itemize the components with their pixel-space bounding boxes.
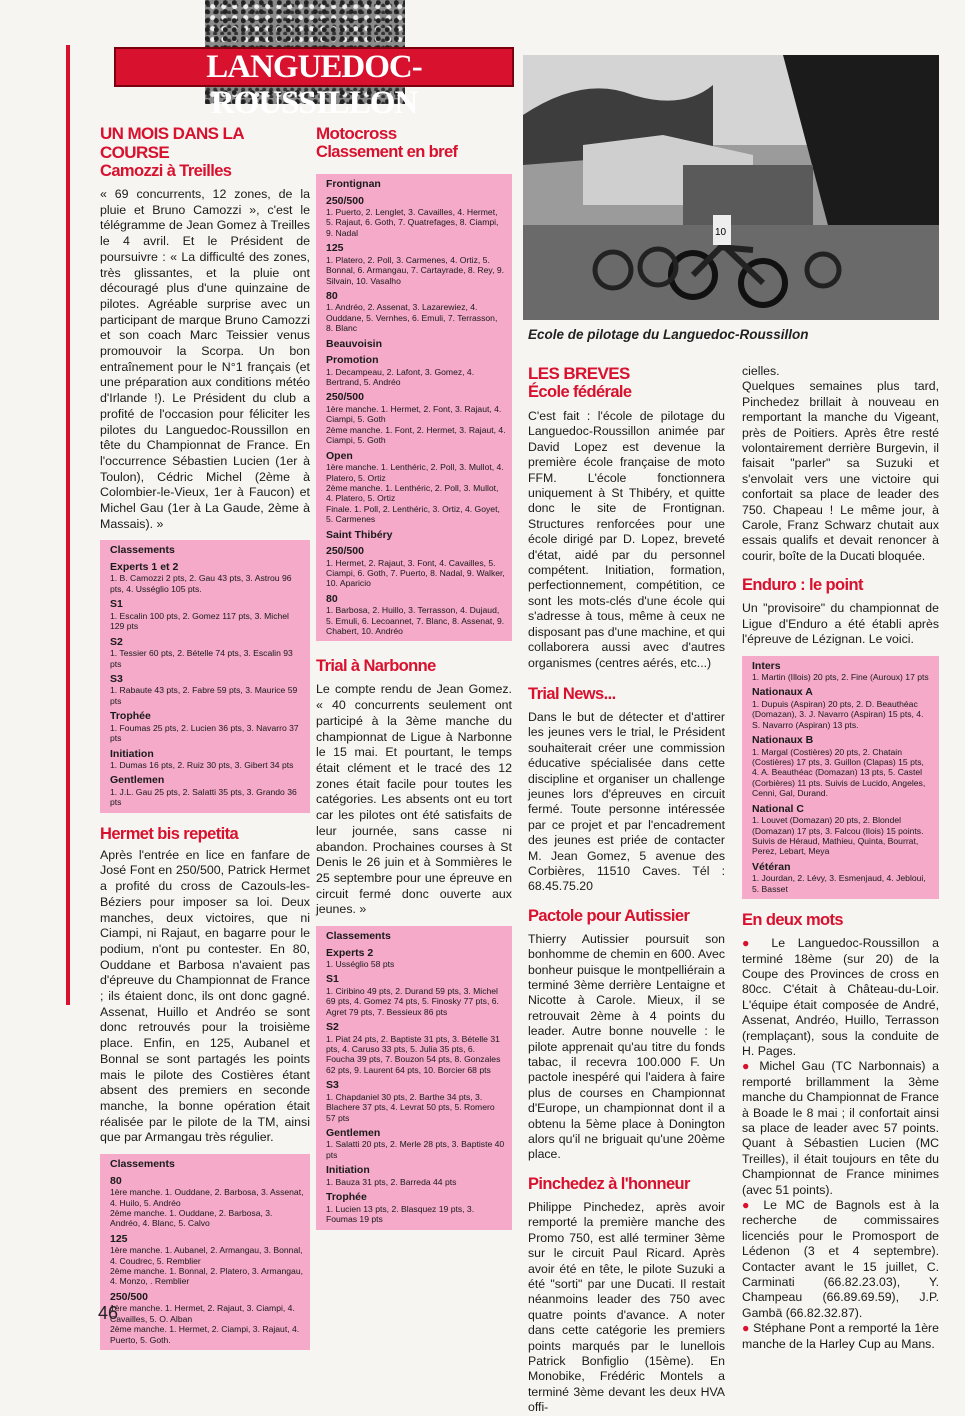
result-line: 1. Margal (Costières) 20 pts, 2. Chatain (Costières) 17 pts, 3. Guillon (Clapas) 15 pts, 4. A. Beauthéac (Domazan) 13 pts, 5. Castel (Corbières) 11 pts. Suivis de Lucido, Angeles, Cenni, Gal, Durand. [752, 746, 926, 799]
result-line: 1. J.L. Gau 25 pts, 2. Salatti 35 pts, 3. Grando 36 pts [110, 786, 297, 808]
result-line: 1. Platero, 2. Poll, 3. Carmenes, 4. Ortiz, 5. Bonnal, 6. Armangau, 7. Cartayrade, 8. Rey, 9. Silvain, 10. Vasalho [326, 254, 505, 286]
results-box [100, 1154, 310, 1350]
column-1 [100, 124, 310, 1350]
article-title: Hermet bis repetita [100, 824, 239, 843]
result-line: 1. Hermet, 2. Rajaut, 3. Font, 4. Cavailles, 5. Ciampi, 6. Goth, 7. Puerto, 8. Nadal, 9. Walker, 10. Aparicio [326, 557, 505, 589]
result-category: Nationaux A [752, 686, 813, 699]
result-line: 2ème manche. 1. Font, 2. Hermet, 3. Rajaut, 4. Ciampi, 5. Goth [326, 424, 506, 446]
article-body: C'est fait : l'école de pilotage du Languedoc-Roussillon animée par David Lopez est devenue la première école française de moto FFM. L'école fonctionnera uniquement à St Thibéry, et quitte donc le site de Frontignan. Structures renforcées pour une école dirigé par D. Lopez, breveté d'état, aidé par du personnel compétent. Initiation, formation, perfectionnement, compétition, ce sont les mots-clés d'une école qui s'adresse à tous, même à ceux ne disposant pas d'une machine, et qui collaborera aussi avec d'autres organismes (centres aérés, etc...) [528, 409, 725, 670]
result-category: 80 [326, 592, 338, 605]
section-banner: LANGUEDOC-ROUSSILLON [114, 47, 514, 87]
result-category: 125 [326, 242, 344, 255]
bullet-icon: ● [742, 1059, 760, 1074]
result-category: Gentlemen [110, 774, 165, 787]
result-line: 1. Salatti 20 pts, 2. Merle 28 pts, 3. Baptiste 40 pts [326, 1139, 505, 1160]
result-category: 250/500 [326, 545, 364, 558]
result-line: Finale. 1. Poll, 2. Lenthéric, 3. Ortiz, 4. Goyet, 5. Carmenes [326, 503, 500, 525]
results-box [316, 926, 512, 1230]
article-title: Trial à Narbonne [316, 657, 436, 676]
result-category: Trophée [326, 1191, 367, 1204]
bullet-icon: ● [742, 1321, 754, 1336]
article-title: Classement en bref [316, 143, 458, 161]
bullet-item [742, 1198, 939, 1321]
result-category: Vétéran [752, 860, 791, 873]
result-category: Gentlemen [326, 1126, 381, 1139]
article-body: Philippe Pinchedez, après avoir remporté la première manche des Promo 750, est allé terminer 3ème sur le circuit Paul Ricard. Après avoir été en tête, le pilote Suzuki a été "sorti" par une Ducati. Il restait néanmoins leader des 750 avec quatre points d'avance. A noter dans cette catégorie les premiers points marqués par le lunellois Patrick Bonfiglio (15ème). En Monobike, Frédéric Montels a terminé 3ème devant les deux HVA offi- [528, 1199, 725, 1415]
column-3 [528, 364, 725, 1416]
article-title: Enduro : le point [742, 576, 863, 595]
result-line: 1. Usséglio 58 pts [326, 959, 395, 970]
result-line: 1. Chapdaniel 30 pts, 2. Barthe 34 pts, 3. Blachere 37 pts, 4. Levrat 50 pts, 5. Romero 57 pts [326, 1091, 495, 1123]
result-category: Initiation [110, 747, 154, 760]
result-category: Saint Thibéry [326, 528, 393, 541]
result-category: S2 [326, 1021, 339, 1034]
result-category: 250/500 [110, 1290, 148, 1303]
bullet-list [742, 936, 939, 1352]
page-number: 46 [98, 1303, 119, 1323]
result-category: Experts 1 et 2 [110, 560, 179, 573]
result-line: 1. Dumas 16 pts, 2. Ruiz 30 pts, 3. Gibert 34 pts [110, 760, 294, 771]
result-category: S1 [326, 973, 339, 986]
result-category: S2 [110, 635, 123, 648]
bullet-icon: ● [742, 936, 772, 951]
bullet-item [742, 936, 939, 1059]
article-body: Thierry Autissier poursuit son bonhomme de chemin en 600. Avec bonheur puisque le montpelliérain a terminé 3ème derrière Lentaigne et Nicotte à Carole. Mieux, il se retrouvait 2ème à 4 points du leader. Autre bonne nouvelle : le pilote apprenait qu'au titre du fonds tabac, il recevra 100.000 F. Un pactole inespéré qui l'aidera à faire plus de courses en Championnat d'Europe, un championnat dont il a obtenu la 5ème place à Donington alors qu'il ne briguait qu'une 20ème place. [528, 931, 725, 1162]
result-category: S3 [326, 1079, 339, 1092]
result-category: 250/500 [326, 194, 364, 207]
article-body: cielles. Quelques semaines plus tard, Pinchedez brillait à nouveau en remportant la manche du Vigeant, près de Poitiers. Après être resté volontairement derrière Burgevin, il faisait "parler" sa Suzuki et s'envolait vers une victoire qui confortait sa place de leader des 750. Chapeau ! Le même jour, à Carole, Franz Schwarz chutait aux essais qualifs et devait renoncer à courir, boîte de la Ducati bloquée. [742, 364, 939, 563]
results-box [742, 656, 939, 900]
result-category: 80 [326, 289, 338, 302]
article-body: Le compte rendu de Jean Gomez. « 40 concurrents seulement ont participé à la 3ème manche du championnat de Ligue à Narbonne le 15 mai. Et pourtant, le temps était clément et le tracé des 12 zones était facile pour toutes les catégories. Les absents ont eu tort car les pilotes ont été satisfaits de leur journée, sans casse ni abandon. Prochaines courses à St Denis le 26 juin et à Sommières le 25 septembre pour une épreuve en circuit fermé donc ouverte aux jeunes. » [316, 682, 512, 917]
result-category: Open [326, 449, 353, 462]
result-line: 1. Rabaute 43 pts, 2. Fabre 59 pts, 3. Maurice 59 pts [110, 685, 298, 706]
result-line: 2ème manche. 1. Ouddane, 2. Barbosa, 3. Andréo, 4. Blanc, 5. Calvo [110, 1207, 273, 1229]
article-title: Trial News... [528, 684, 616, 703]
result-line: 1. Escalin 100 pts, 2. Gomez 117 pts, 3. Michel 129 pts [110, 610, 289, 632]
article-title: Pactole pour Autissier [528, 906, 690, 925]
result-line: 1. Dupuis (Aspiran) 20 pts, 2. D. Beauthéac (Domazan), 3. J. Navarro (Aspiran) 15 pts, 4. S. Navarro (Aspiran) 13 pts. [752, 698, 924, 730]
result-category: S3 [110, 672, 123, 685]
result-category: Trophée [110, 710, 151, 723]
article-title: Camozzi à Treilles [100, 162, 232, 180]
result-line: 1. Puerto, 2. Lenglet, 3. Cavailles, 4. Hermet, 5. Rajaut, 6. Goth, 7. Quatrefages, 8. Ciampi, 9. Nadal [326, 207, 499, 238]
article-kicker: Motocross [316, 124, 397, 143]
result-line: 2ème manche. 1. Bonnal, 2. Platero, 3. Armangau, 4. Monzo, . Remblier [110, 1266, 303, 1287]
bike-number: 10 [715, 227, 727, 238]
article-body: « 69 concurrents, 12 zones, de la pluie et Bruno Camozzi », c'est le télégramme de Jean Gomez à Treilles le 4 avril. Et le Président de poursuivre : « La difficulté des zones, très glissantes, et la pluie ont découragé plus d'une quinzaine de pilotes. Agréable surprise avec un participant de marque Bruno Camozzi et son coach Marc Teissier venus promouvoir la Scorpa. Un bon entraînement pour le N°1 français (et une préparation aux conditions météo d'Irlande !). Le Président du club a profité de l'occasion pour féliciter les pilotes du Languedoc-Roussillon en tête du Championnat de France. En l'occurrence Sébastien Lucien (1er à Toulon), Cédric Michel (2ème à Colombier-le-Vieux, 1er à Faucon) et Michel Gau (1er à La Gaude, 2ème à Massais). » [100, 187, 310, 531]
bullet-text: Le MC de Bagnols est à la recherche de commissaires licenciés pour le Promosport de Lédenon (3 et 4 septembre). Contacter avant le 15 juillet, C. Carminati (66.82.23.03), Y. Champeau (66.89.69.59), J.P. Gambā (66.82.32.87). [742, 1198, 939, 1320]
result-line: 1ère manche. 1. Hermet, 2. Font, 3. Rajaut, 4. Ciampi, 5. Goth [326, 403, 502, 425]
results-box [316, 174, 512, 641]
article-title: École fédérale [528, 383, 632, 401]
article-body: Dans le but de détecter et d'attirer les jeunes vers le trial, le Président souhaiterait créer une commission éducative spécialisée dans cette discipline et organiser un challenge jeunes lors d'épreuves en circuit fermé. Toute personne intéressée par ce projet et par l'encadrement des jeunes est priée de contacter M. Jean Gomez, 5 avenue des Corbières, 11510 Caves. Tél : 68.45.75.20 [528, 709, 725, 894]
result-category: Frontignan [326, 178, 381, 190]
result-line: 1. Martin (Illois) 20 pts, 2. Fine (Auroux) 17 pts [752, 672, 929, 682]
result-line: 1. Louvet (Domazan) 20 pts, 2. Blondel (Domazan) 17 pts, 3. Falcou (Ilois) 15 points. Suivis de Héraud, Mathieu, Quinta, Bourrat, Perez, Lebart, Meya [752, 815, 924, 857]
result-line: 1. Jourdan, 2. Lévy, 3. Esmenjaud, 4. Jebloui, 5. Basset [752, 873, 926, 894]
result-category: 80 [110, 1174, 122, 1187]
column-4 [742, 364, 939, 1352]
result-category: Initiation [326, 1164, 370, 1177]
bullet-icon: ● [742, 1198, 764, 1212]
result-line: 2ème manche. 1. Lenthéric, 2. Poll, 3. Mullot, 4. Platero, 5. Ortiz [326, 482, 499, 504]
article-kicker: LES BREVES [528, 364, 630, 383]
photo-motorbike-school [523, 55, 939, 320]
bullet-text: Stéphane Pont a remporté la 1ère manche de la Harley Cup au Mans. [742, 1321, 939, 1351]
result-line: 1ère manche. 1. Ouddane, 2. Barbosa, 3. Assenat, 4. Huilo, 5. Andréo [110, 1187, 304, 1208]
result-category: Experts 2 [326, 946, 374, 959]
result-line: 1. Tessier 60 pts, 2. Bételle 74 pts, 3. Escalin 93 pts [110, 648, 293, 669]
photo-caption: Ecole de pilotage du Languedoc-Roussillon [528, 327, 809, 342]
result-line: 1. Ciribino 49 pts, 2. Durand 59 pts, 3. Michel 69 pts, 4. Gomez 74 pts, 5. Finosky 77 pts, 6. Agret 79 pts, 7. Bessieux 86 pts [326, 985, 499, 1017]
result-line: 1. Lucien 13 pts, 2. Blasquez 19 pts, 3. Foumas 19 pts [326, 1203, 475, 1225]
result-category: S1 [110, 598, 123, 611]
result-category: Classements [110, 544, 175, 557]
result-category: Nationaux B [752, 734, 814, 747]
article-kicker: UN MOIS DANS LA COURSE [100, 124, 244, 162]
result-line: 1. Barbosa, 2. Huillo, 3. Terrasson, 4. Dujaud, 5. Emuli, 6. Lecoannet, 7. Blanc, 8. Assenat, 9. Chabert, 10. Andréo [326, 605, 505, 637]
results-box [100, 540, 310, 812]
result-category: 250/500 [326, 391, 364, 404]
article-title: En deux mots [742, 911, 843, 930]
result-line: 1. Foumas 25 pts, 2. Lucien 36 pts, 3. Navarro 37 pts [110, 722, 299, 744]
result-category: Inters [752, 659, 781, 672]
result-line: 1. Decampeau, 2. Lafont, 3. Gomez, 4. Bertrand, 5. Andréo [326, 366, 475, 388]
bullet-text: Michel Gau (TC Narbonnais) a remporté brillamment la 3ème manche du Championnat de France à Boade le 8 mai ; il confortait ainsi sa place de leader avec 57 points. Quant à Sébastien Lucien (MC Treilles), il était toujours en tête du Championnat de France minimes (avec 51 points). [742, 1059, 939, 1197]
result-category: National C [752, 802, 804, 815]
bullet-text: Le Languedoc-Roussillon a terminé 18ème (sur 20) de la Coupe des Provinces de cross en 80cc. C'était à Château-du-Loir. L'équipe était composée de André, Assenat, Andréo, Huillo, Terrasson (remplaçant), sous la conduite de H. Pages. [742, 936, 939, 1058]
result-category: Classements [326, 930, 391, 943]
bullet-item [742, 1321, 939, 1352]
result-line: 1. Andréo, 2. Assenat, 3. Lazarewiez, 4. Ouddane, 5. Vernhes, 6. Emuli, 7. Terrasson, 8. Blanc [326, 302, 498, 334]
result-category: Classements [110, 1158, 175, 1171]
result-line: 2ème manche. 1. Hermet, 2. Ciampi, 3. Rajaut, 4. Puerto, 5. Goth. [110, 1324, 300, 1345]
result-line: 1. Bauza 31 pts, 2. Barreda 44 pts [326, 1176, 457, 1187]
red-margin-bar [66, 45, 70, 1005]
result-category: 125 [110, 1232, 128, 1245]
article-body: Un "provisoire" du championnat de Ligue d'Enduro a été établi après l'épreuve de Lézignan. Le voici. [742, 601, 939, 647]
bullet-item [742, 1059, 939, 1198]
article-title: Pinchedez à l'honneur [528, 1174, 690, 1193]
result-line: 1ère manche. 1. Hermet, 2. Rajaut, 3. Ciampi, 4. Cavailles, 5. O. Alban [110, 1303, 295, 1324]
result-line: 1. B. Camozzi 2 pts, 2. Gau 43 pts, 3. Astrou 96 pts, 4. Usséglio 105 pts. [110, 573, 292, 594]
article-body: Après l'entrée en lice en fanfare de José Font en 250/500, Patrick Hermet a profité du cross de Cazouls-les-Béziers pour imposer sa loi. Deux manches, deux victoires, que ni Ciampi, ni Rajaut, en bagarre pour le podium, n'ont pu contester. En 80, Ouddane et Barbosa n'avaient pas d'épreuve du Championnat de France ; ils étaient donc, ils ont donc gagné. Assenat, Huillo et Andréo se sont donc retrouvés pour la troisième place. Enfin, en 125, Aubanel et Bonnal se sont partagés les points mais le pilote des Costières étant absent des premiers en seconde manche, la bonne opération était réalisée par le pilote de la TM, ainsi que par Armangau très régulier. [100, 847, 310, 1145]
result-line: 1ère manche. 1. Lenthéric, 2. Poll, 3. Mullot, 4. Platero, 5. Ortiz [326, 462, 504, 483]
result-line: 1. Piat 24 pts, 2. Baptiste 31 pts, 3. Bételle 31 pts, 4. Caruso 33 pts, 5. Julia 35 pts, 6. Foucha 39 pts, 7. Bouzon 54 pts, 8. Gonzales 62 pts, 9. Laurent 64 pts, 10. Borcier 68 pts [326, 1033, 501, 1075]
result-category: Beauvoisin [326, 337, 383, 350]
column-2 [316, 124, 512, 1230]
result-line: 1ère manche. 1. Aubanel, 2. Armangau, 3. Bonnal, 4. Coudrec, 5. Remblier [110, 1245, 303, 1266]
result-category: Promotion [326, 354, 379, 367]
